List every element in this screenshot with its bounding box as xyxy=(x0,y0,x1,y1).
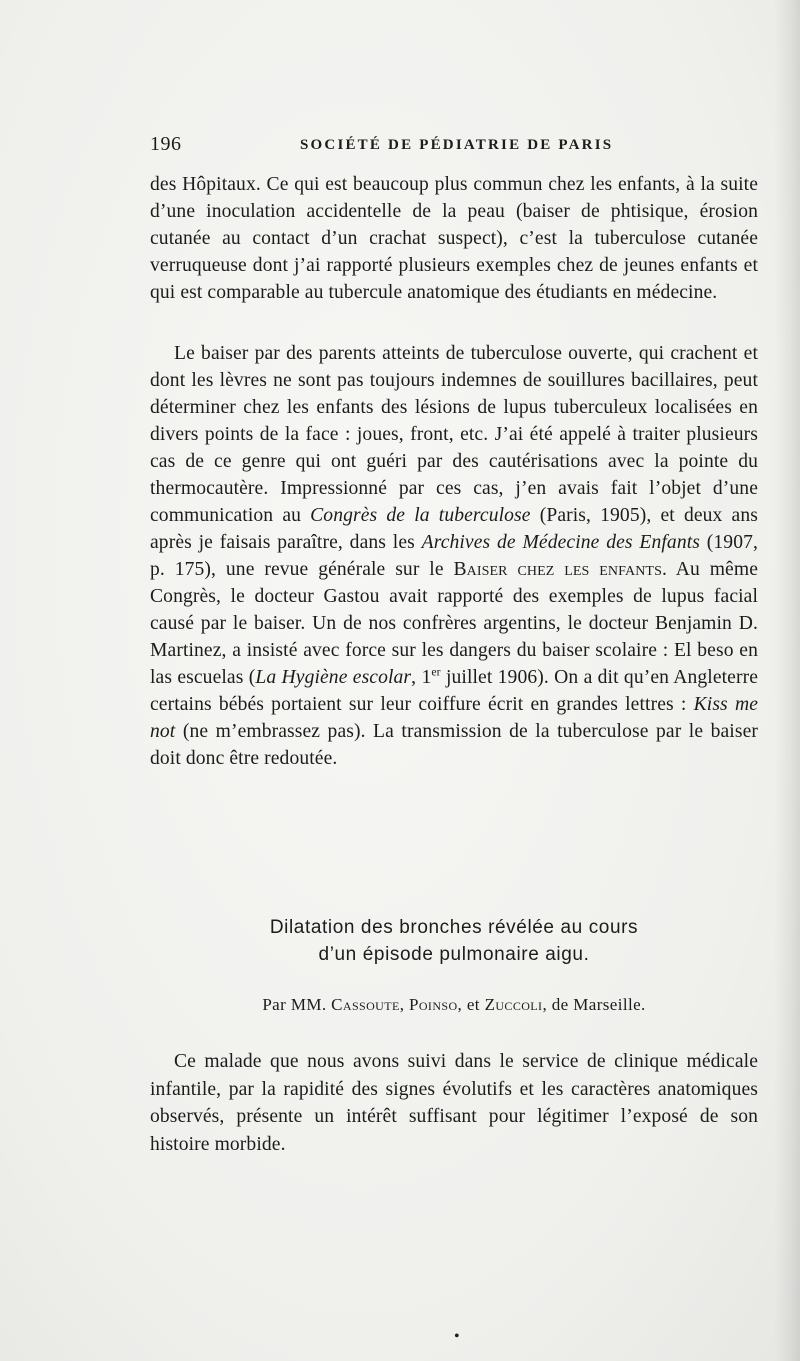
paragraph-2-text-4: . Au même Congrès, le docteur Gastou avait rapporté des exemples de lupus facial causé par le baiser. Un de nos confrères argentins, le docteur Benjamin D. Martinez, a insisté avec force sur les dangers du baiser scolaire : El beso en las escuelas ( xyxy=(150,559,758,688)
footer-mark: • xyxy=(454,1328,460,1345)
ordinal-superscript: er xyxy=(431,665,441,679)
journal-title: SOCIÉTÉ DE PÉDIATRIE DE PARIS xyxy=(300,137,614,153)
article-title-line-1: Dilatation des bronches révélée au cours xyxy=(269,917,639,938)
paragraph-2-text-1: Le baiser par des parents atteints de tuberculose ouverte, qui crachent et dont les lèvres ne sont pas toujours indemnes de souillures bacillaires, peut déterminer chez les enfants des lésions de lupus tuberculeux localisées en divers points de la face : joues, front, etc. J’ai été appelé à traiter plusieurs cas de ce genre qui ont guéri par des cautérisations avec la pointe du thermocautère. Impressionné par ces cas, j’en avais fait l’objet d’une communication au xyxy=(150,343,758,526)
authors-separator-2: , et xyxy=(457,995,485,1014)
article-title-line-2: d’un épisode pulmonaire aigu. xyxy=(318,944,590,965)
authors-prefix: Par MM. xyxy=(262,995,332,1014)
paragraph-3: Ce malade que nous avons suivi dans le service de clinique médicale infantile, par la rapidité des signes évolutifs et les caractères anatomiques observés, présente un intérêt suffisant pour légitimer l’exposé de son histoire morbide. xyxy=(150,1051,758,1155)
paragraph-2 xyxy=(150,340,758,772)
paragraph-2-text-2: (Paris, 1905), et deux ans après je faisais paraître, dans les xyxy=(150,505,758,553)
paragraph-2-text-3: (1907, p. 175), une revue générale sur le xyxy=(150,532,758,580)
paragraph-2-text-7: (ne m’embrassez pas). La transmission de la tuberculose par le baiser doit donc être redoutée. xyxy=(150,721,758,769)
author-cassoute: Cassoute xyxy=(331,995,400,1014)
authors-separator-1: , xyxy=(399,995,410,1014)
article-authors xyxy=(150,995,758,1015)
quote-kiss-me-not: Kiss me not xyxy=(150,694,758,742)
paragraph-2-text-5: , 1 xyxy=(411,667,432,688)
citation-hygiene: La Hygiène escolar xyxy=(255,667,412,688)
running-head xyxy=(150,133,758,157)
author-zuccoli: Zuccoli xyxy=(484,995,543,1014)
page-number: 196 xyxy=(150,133,182,155)
paragraph-1: des Hôpitaux. Ce qui est beaucoup plus commun chez les enfants, à la suite d’une inoculation accidentelle de la peau (baiser de phtisique, érosion cutanée au contact d’un crachat suspect), c’est la tuberculose cutanée verruqueuse dont j’ai rapporté plusieurs exemples chez de jeunes enfants et qui est comparable au tubercule anatomique des étudiants en médecine. xyxy=(150,174,758,303)
paragraph-2-text-6: juillet 1906). On a dit qu’en Angleterre certains bébés portaient sur leur coiffure écrit en grandes lettres : xyxy=(150,667,759,715)
citation-baiser: Baiser chez les enfants xyxy=(453,559,662,580)
citation-archives: Archives de Médecine des Enfants xyxy=(421,532,700,553)
author-poinso: Poinso xyxy=(409,995,458,1014)
citation-congres: Congrès de la tuberculose xyxy=(310,505,531,526)
authors-suffix: , de Marseille. xyxy=(542,995,646,1014)
binding-shadow xyxy=(774,0,800,1361)
